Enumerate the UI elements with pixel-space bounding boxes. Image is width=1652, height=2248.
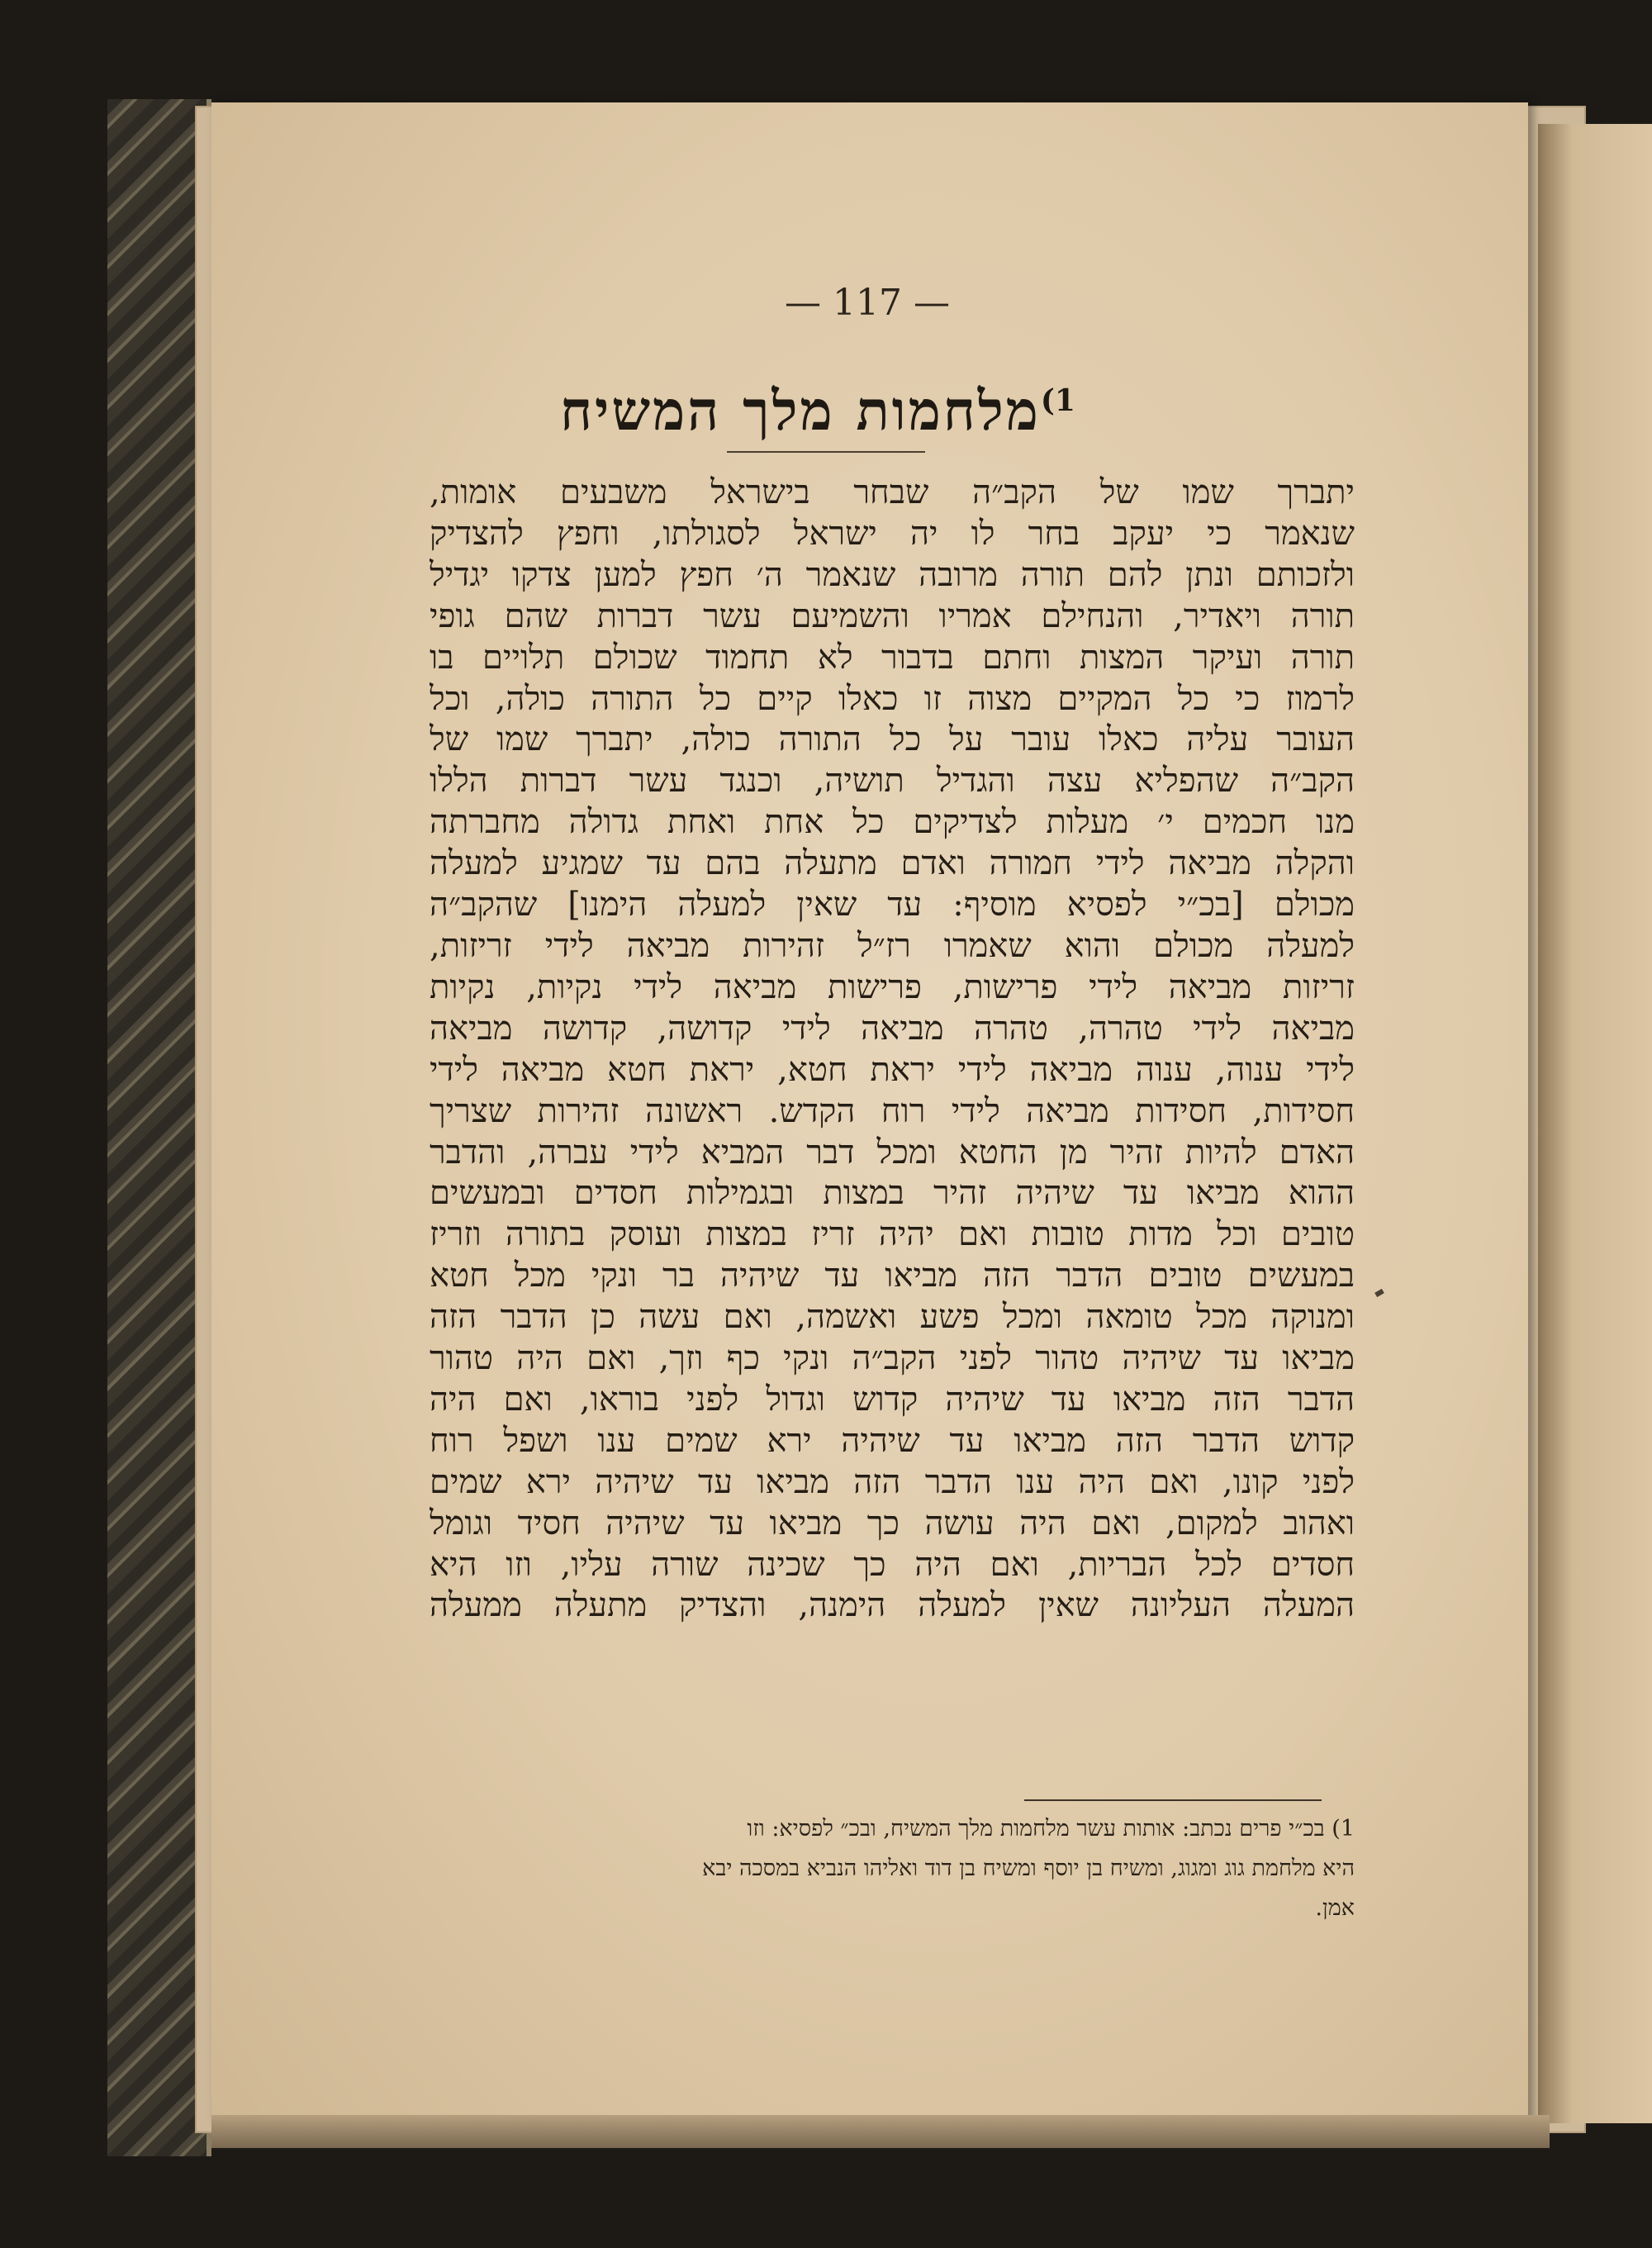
page-number: — 117 — xyxy=(785,282,950,324)
body-line: טובים וכל מדות טובות ואם יהיה זריז במצות ועוסק בתורה וזריז xyxy=(430,1215,1355,1254)
title-rule xyxy=(727,451,925,453)
body-line: והקלה מביאה לידי חמורה ואדם מתעלה בהם עד שמגיע למעלה xyxy=(430,844,1355,883)
footnote-line: היא מלחמת גוג ומגוג, ומשיח בן יוסף ומשיח בן דוד ואליהו הנביא במסכה יבא xyxy=(702,1856,1355,1881)
body-line: ההוא מביאו עד שיהיה זהיר במצות ובגמילות חסדים ובמעשים xyxy=(430,1174,1355,1213)
body-line: יתברך שמו של הקב״ה שבחר בישראל משבעים אומות, xyxy=(430,473,1355,511)
footnote-rule xyxy=(1024,1799,1322,1801)
body-line: שנאמר כי יעקב בחר לו יה ישראל לסגולתו, וחפץ להצדיק xyxy=(430,514,1355,553)
body-line: לרמוז כי כל המקיים מצוה זו כאלו קיים כל התורה כולה, וכל xyxy=(430,679,1355,718)
body-line: חסידות, חסידות מביאה לידי רוח הקדש. ראשונה זהירות שצריך xyxy=(430,1091,1355,1130)
chapter-title-block xyxy=(463,355,1173,446)
body-line: זריזות מביאה לידי פרישות, פרישות מביאה לידי נקיות, נקיות xyxy=(430,967,1355,1006)
body-line: מביאה לידי טהרה, טהרה מביאה לידי קדושה, קדושה מביאה xyxy=(430,1009,1355,1048)
title-footnote-marker: 1) xyxy=(1040,383,1075,418)
facing-page-edge xyxy=(1538,124,1652,2123)
body-line: למעלה מכולם והוא שאמרו רז״ל זהירות מביאה לידי זריזות, xyxy=(430,926,1355,965)
body-line: במעשים טובים הדבר הזה מביאו עד שיהיה בר ונקי מכל חטא xyxy=(430,1257,1355,1295)
body-line: מנו חכמים י׳ מעלות לצדיקים כל אחת ואחת גדולה מחברתה xyxy=(430,803,1355,842)
body-line: לפני קונו, ואם היה ענו הדבר הזה מביאו עד שיהיה ירא שמים xyxy=(430,1462,1355,1501)
body-line: האדם להיות זהיר מן החטא ומכל דבר המביא לידי עברה, והדבר xyxy=(430,1133,1355,1172)
footnote-line: אמן. xyxy=(1315,1895,1355,1921)
body-line: העובר עליה כאלו עובר על כל התורה כולה, יתברך שמו של xyxy=(430,720,1355,759)
body-line: מכולם [בכ״י לפסיא מוסיף: עד שאין למעלה הימנו] שהקב״ה xyxy=(430,886,1355,924)
body-line: תורה ועיקר המצות וחתם בדבור לא תחמוד שכולם תלויים בו xyxy=(430,638,1355,677)
body-line: הדבר הזה מביאו עד שיהיה קדוש וגדול לפני בוראו, ואם היה xyxy=(430,1380,1355,1419)
body-line: ומנוקה מכל טומאה ומכל פשע ואשמה, ואם עשה כן הדבר הזה xyxy=(430,1298,1355,1337)
body-line: תורה ויאדיר, והנחילם אמריו והשמיעם עשר דברות שהם גופי xyxy=(430,596,1355,635)
body-line: ואהוב למקום, ואם היה עושה כך מביאו עד שיהיה חסיד וגומל xyxy=(430,1504,1355,1542)
footnote-line: 1) בכ״י פרים נכתב: אותות עשר מלחמות מלך המשיח, ובכ״ לפסיא: וזו xyxy=(747,1816,1355,1842)
body-line: הקב״ה שהפליא עצה והגדיל תושיה, וכנגד עשר דברות הללו xyxy=(430,762,1355,801)
chapter-title: מלחמות מלך המשיח xyxy=(560,378,1041,443)
body-line: קדוש הדבר הזה מביאו עד שיהיה ירא שמים ענו ושפל רוח xyxy=(430,1421,1355,1460)
footnotes xyxy=(430,1809,1355,1928)
body-line: מביאו עד שיהיה טהור לפני הקב״ה ונקי כף וזך, ואם היה טהור xyxy=(430,1339,1355,1378)
body-line: לידי ענוה, ענוה מביאה לידי יראת חטא, יראת חטא מביאה לידי xyxy=(430,1050,1355,1089)
body-line: חסדים לכל הבריות, ואם היה כך שכינה שורה עליו, וזו היא xyxy=(430,1545,1355,1584)
page-bottom-edge xyxy=(211,2115,1550,2148)
body-text xyxy=(430,473,1355,1627)
body-line: המעלה העליונה שאין למעלה הימנה, והצדיק מתעלה ממעלה xyxy=(430,1586,1355,1625)
body-line: ולזכותם ונתן להם תורה מרובה שנאמר ה׳ חפץ למען צדקו יגדיל xyxy=(430,555,1355,594)
